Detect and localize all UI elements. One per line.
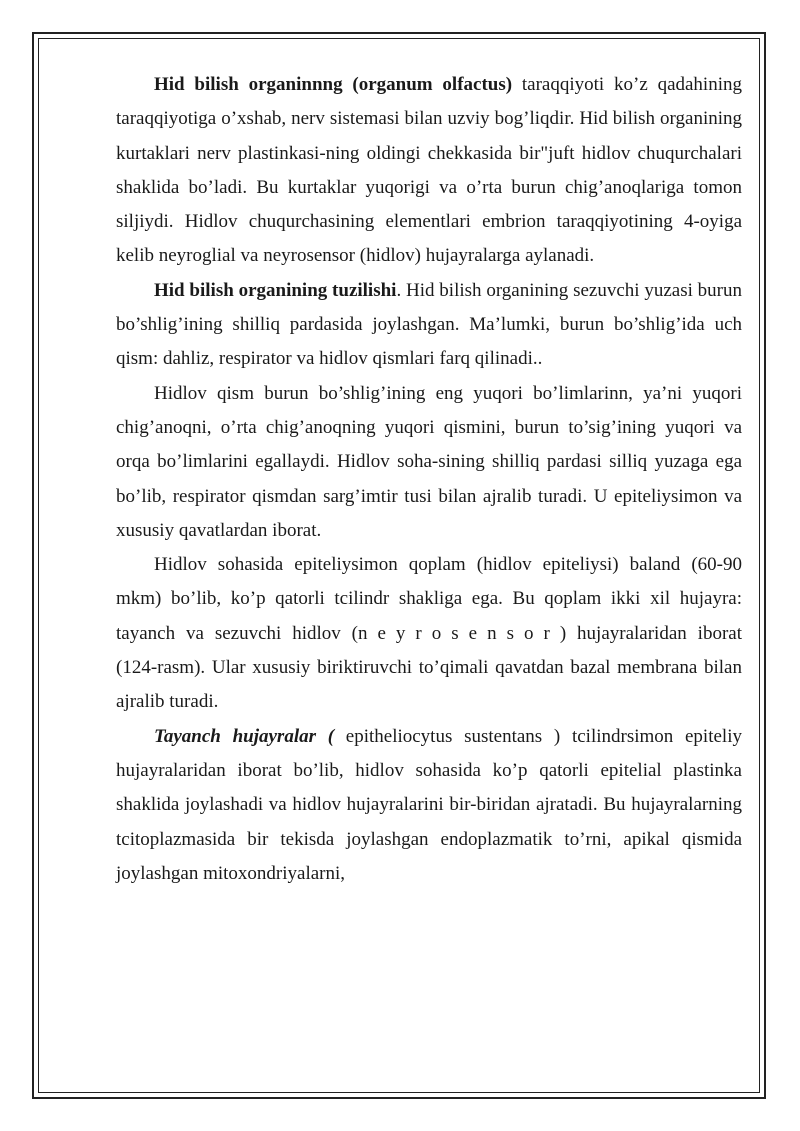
paragraph-4-spaced-term: neyrosensor xyxy=(358,622,560,644)
paragraph-2 xyxy=(116,274,742,377)
paragraph-5-lead: Tayanch hujayralar ( xyxy=(154,725,335,747)
paragraph-1-lead: Hid bilish organinnng (organum olfactus) xyxy=(154,74,513,95)
paragraph-5 xyxy=(116,720,742,891)
paragraph-3 xyxy=(116,377,742,548)
paragraph-1-text: taraqqiyoti ko’z qadahining taraqqiyotiga o’xshab, nerv sistemasi bilan uzviy bog’liqdir. Hid bilish organining kurtaklari nerv plastinkasi-ning oldingi chekkasida bir"juft hidlov chuqurchalari shaklida bo’ladi. Bu kurtaklar yuqorigi va o’rta burun chig’anoqlariga tomon siljiydi. Hidlov chuqurchasining elementlari embrion taraqqiyotining 4-oyiga kelib neyroglial va neyrosensor (hidlov) hujayralarga aylanadi. xyxy=(116,74,742,267)
paragraph-4-text-after: ) hujayralaridan iborat (124-rasm). Ular xususiy biriktiruvchi to’qimali qavatdan bazal membrana bilan ajralib turadi. xyxy=(116,622,742,713)
paragraph-2-text: . Hid bilish organining sezuvchi yuzasi burun bo’shlig’ining shilliq pardasida joylashgan. Ma’lumki, burun bo’shlig’ida uch qism: dahliz, respirator va hidlov qismlari farq qilinadi.. xyxy=(116,279,743,370)
paragraph-5-text: epitheliocytus sustentans ) tcilindrsimon epiteliy hujayralaridan iborat bo’lib, hidlov sohasida ko’p qatorli epitelial plastinka shaklida joylashadi va hidlov hujayralarini bir-biridan ajratadi. Bu hujayralarning tcitoplazmasida bir tekisda joylashgan endoplazmatik to’rni, apikal qismida joylashgan mitoxondriyalarni, xyxy=(116,725,742,884)
paragraph-2-lead: Hid bilish organining tuzilishi xyxy=(154,279,397,301)
paragraph-4 xyxy=(116,548,742,719)
paragraph-3-text: Hidlov qism burun bo’shlig’ining eng yuqori bo’limlarinn, ya’ni yuqori chig’anoqni, o’rta chig’anoqning yuqori qismini, burun to’sig’ining yuqori va orqa bo’limlarini egallaydi. Hidlov soha-sining shilliq pardasi silliq yuzaga ega bo’lib, respirator qismdan sarg’imtir tusi bilan ajralib turadi. U epiteliysimon va xususiy qavatlardan iborat. xyxy=(116,382,742,541)
paragraph-1 xyxy=(116,68,742,274)
document-body xyxy=(116,68,742,891)
paragraph-4-text-before: Hidlov sohasida epiteliysimon qoplam (hidlov epiteliysi) baland (60-90 mkm) bo’lib, ko’p qatorli tcilindr shakliga ega. Bu qoplam ikki xil hujayra: tayanch va sezuvchi hidlov ( xyxy=(116,554,742,644)
